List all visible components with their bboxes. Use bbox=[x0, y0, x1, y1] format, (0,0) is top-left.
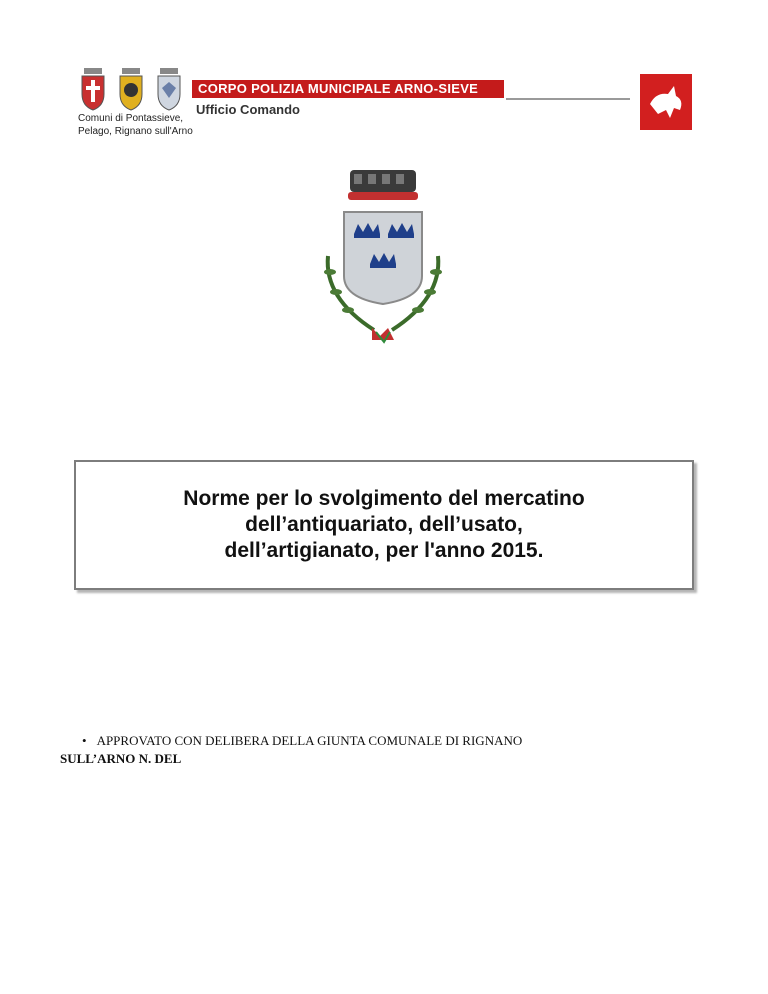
comuni-caption bbox=[78, 112, 208, 138]
approval-note bbox=[60, 732, 700, 768]
document-title: Norme per lo svolgimento del mercatino dell’antiquariato, dell’usato, dell’artigianato, per l'anno 2015. bbox=[183, 487, 585, 562]
regione-toscana-flag-icon bbox=[640, 74, 692, 130]
approval-line-2: SULL’ARNO N. DEL bbox=[60, 751, 182, 766]
comuni-line-2: Pelago, Rignano sull'Arno bbox=[78, 126, 193, 137]
bullet-icon: • bbox=[82, 733, 87, 748]
document-title-box bbox=[74, 460, 694, 590]
comuni-line-1: Comuni di Pontassieve, bbox=[78, 113, 184, 124]
approval-line-1 bbox=[60, 732, 700, 750]
corpo-title-bar: CORPO POLIZIA MUNICIPALE ARNO-SIEVE bbox=[192, 80, 504, 98]
office-name: Ufficio Comando bbox=[196, 102, 300, 117]
letterhead bbox=[74, 66, 704, 146]
approval-line-1-text: APPROVATO CON DELIBERA DELLA GIUNTA COMUNALE DI RIGNANO bbox=[96, 733, 523, 748]
coat-of-arms-three-crowns-icon bbox=[314, 168, 452, 350]
municipal-crests-icon bbox=[78, 68, 184, 112]
header-divider bbox=[506, 98, 630, 100]
